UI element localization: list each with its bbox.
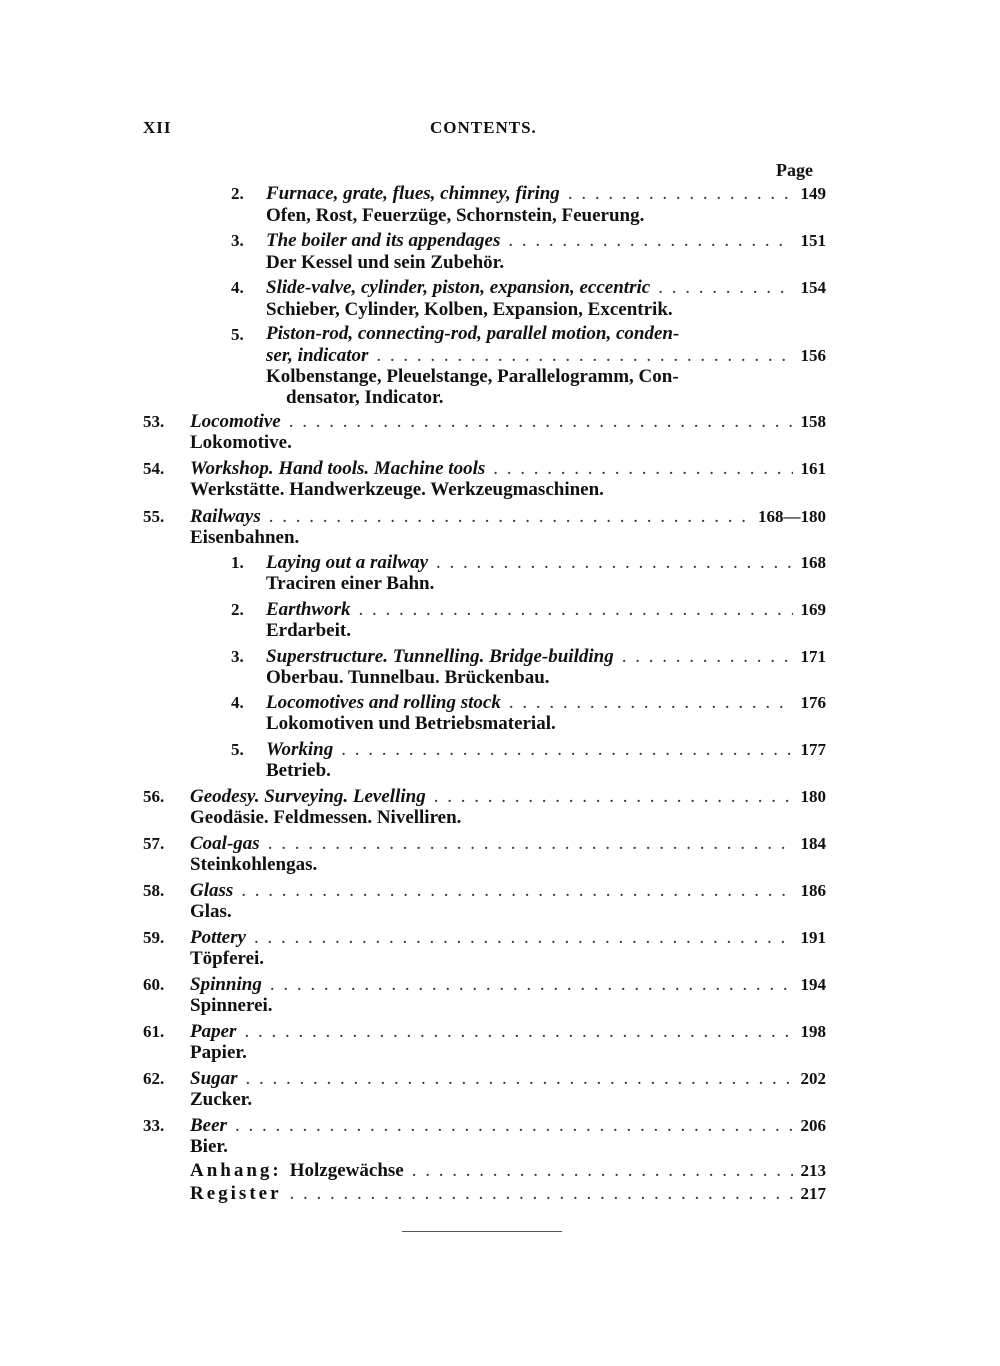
- entry-german: densator, Indicator.: [286, 387, 444, 408]
- entry-page: 154: [800, 278, 826, 297]
- toc-entry: [266, 692, 826, 714]
- toc-entry: [190, 1115, 826, 1137]
- leader-dots: [412, 1160, 793, 1182]
- entry-page: 194: [800, 975, 826, 994]
- toc-entry: [190, 1021, 826, 1043]
- entry-page: 191: [800, 928, 826, 947]
- leader-dots: [289, 411, 793, 433]
- entry-german: Der Kessel und sein Zubehör.: [266, 252, 505, 273]
- toc-entry: [190, 974, 826, 996]
- entry-german: Töpferei.: [190, 948, 265, 969]
- entry-number: 59.: [143, 928, 165, 947]
- entry-number: 62.: [143, 1069, 165, 1088]
- entry-title: Furnace, grate, flues, chimney, firing: [266, 183, 560, 204]
- toc-entry: [190, 786, 826, 808]
- toc-entry: [190, 506, 826, 528]
- toc-entry: [266, 646, 826, 668]
- entry-page: 169: [800, 600, 826, 619]
- leader-dots: [268, 833, 793, 855]
- toc-entry: [266, 739, 826, 761]
- entry-number: 4.: [231, 278, 244, 297]
- leader-dots: [290, 1183, 793, 1205]
- toc-entry: [190, 1068, 826, 1090]
- entry-title: Locomotive: [190, 411, 281, 432]
- entry-page: 184: [800, 834, 826, 853]
- entry-german: Betrieb.: [266, 760, 331, 781]
- entry-title: Railways: [190, 506, 261, 527]
- entry-title: Laying out a railway: [266, 552, 429, 573]
- entry-german: Schieber, Cylinder, Kolben, Expansion, Excentrik.: [266, 299, 673, 320]
- entry-number: 53.: [143, 412, 165, 431]
- leader-dots: [269, 506, 750, 528]
- entry-german: Erdarbeit.: [266, 620, 351, 641]
- page-number: XII: [143, 118, 172, 137]
- entry-title-continued: ser, indicator: [266, 345, 369, 366]
- entry-page: 168: [800, 553, 826, 572]
- toc-entry: [190, 927, 826, 949]
- entry-title: Sugar: [190, 1068, 238, 1089]
- page-title: CONTENTS.: [430, 118, 537, 137]
- toc-entry-register: [190, 1183, 826, 1205]
- entry-german: Steinkohlengas.: [190, 854, 318, 875]
- entry-page: 156: [800, 346, 826, 365]
- entry-german: Geodäsie. Feldmessen. Nivelliren.: [190, 807, 462, 828]
- entry-page: 213: [800, 1161, 826, 1180]
- entry-number: 33.: [143, 1116, 165, 1135]
- entry-title: Spinning: [190, 974, 262, 995]
- entry-number: 2.: [231, 600, 244, 619]
- entry-page: 151: [800, 231, 826, 250]
- leader-dots: [254, 927, 793, 949]
- entry-number: 5.: [231, 325, 244, 344]
- leader-dots: [376, 345, 792, 367]
- entry-number: 60.: [143, 975, 165, 994]
- entry-title: Paper: [190, 1021, 237, 1042]
- entry-german: Glas.: [190, 901, 232, 922]
- entry-title: The boiler and its appendages: [266, 230, 501, 251]
- page-column-label: Page: [776, 160, 813, 180]
- toc-entry: [190, 833, 826, 855]
- entry-title: Earthwork: [266, 599, 351, 620]
- entry-page: 198: [800, 1022, 826, 1041]
- entry-title: Locomotives and rolling stock: [266, 692, 501, 713]
- leader-dots: [341, 739, 792, 761]
- entry-title: Slide-valve, cylinder, piston, expansion, eccentric: [266, 277, 651, 298]
- entry-page: 176: [800, 693, 826, 712]
- toc-entry: [266, 277, 826, 299]
- entry-number: 2.: [231, 184, 244, 203]
- toc-entry: [266, 183, 826, 205]
- entry-german: Lokomotiven und Betriebsmaterial.: [266, 713, 556, 734]
- entry-page: 202: [800, 1069, 826, 1088]
- entry-number: 4.: [231, 693, 244, 712]
- entry-german: Kolbenstange, Pleuelstange, Parallelogramm, Con-: [266, 366, 679, 387]
- toc-entry: [266, 345, 826, 367]
- appendix-label: Anhang:: [190, 1160, 282, 1181]
- entry-german: Ofen, Rost, Feuerzüge, Schornstein, Feuerung.: [266, 205, 645, 226]
- entry-page: 171: [800, 647, 826, 666]
- entry-number: 54.: [143, 459, 165, 478]
- toc-entry: [190, 458, 826, 480]
- leader-dots: [568, 183, 793, 205]
- entry-number: 3.: [231, 647, 244, 666]
- leader-dots: [434, 786, 793, 808]
- entry-title: Piston-rod, connecting-rod, parallel motion, conden-: [266, 323, 680, 344]
- toc-entry: [190, 411, 826, 433]
- leader-dots: [270, 974, 793, 996]
- entry-number: 3.: [231, 231, 244, 250]
- entry-german: Lokomotive.: [190, 432, 292, 453]
- toc-entry: [266, 230, 826, 252]
- leader-dots: [493, 458, 792, 480]
- entry-german: Traciren einer Bahn.: [266, 573, 435, 594]
- entry-number: 55.: [143, 507, 165, 526]
- leader-dots: [622, 646, 793, 668]
- entry-page: 158: [800, 412, 826, 431]
- entry-number: 5.: [231, 740, 244, 759]
- entry-page: 168—180: [758, 507, 826, 526]
- entry-number: 58.: [143, 881, 165, 900]
- entry-german: Oberbau. Tunnelbau. Brückenbau.: [266, 667, 550, 688]
- entry-german: Spinnerei.: [190, 995, 273, 1016]
- entry-title: Glass: [190, 880, 234, 901]
- entry-number: 57.: [143, 834, 165, 853]
- entry-title: Beer: [190, 1115, 227, 1136]
- entry-title: Workshop. Hand tools. Machine tools: [190, 458, 486, 479]
- entry-page: 177: [800, 740, 826, 759]
- toc-entry: [266, 599, 826, 621]
- toc-entry: [266, 552, 826, 574]
- leader-dots: [436, 552, 792, 574]
- entry-number: 56.: [143, 787, 165, 806]
- entry-german: Werkstätte. Handwerkzeuge. Werkzeugmaschinen.: [190, 479, 604, 500]
- leader-dots: [241, 880, 792, 902]
- leader-dots: [246, 1068, 793, 1090]
- entry-title: Superstructure. Tunnelling. Bridge-building: [266, 646, 614, 667]
- entry-title: Pottery: [190, 927, 246, 948]
- leader-dots: [509, 692, 793, 714]
- leader-dots: [508, 230, 792, 252]
- leader-dots: [358, 599, 792, 621]
- entry-german: Zucker.: [190, 1089, 253, 1110]
- entry-page: 149: [800, 184, 826, 203]
- entry-german: Bier.: [190, 1136, 228, 1157]
- leader-dots: [235, 1115, 793, 1137]
- appendix-title: Holzgewächse: [289, 1160, 404, 1181]
- entry-page: 206: [800, 1116, 826, 1135]
- entry-title: Coal-gas: [190, 833, 260, 854]
- entry-german: Papier.: [190, 1042, 247, 1063]
- entry-number: 61.: [143, 1022, 165, 1041]
- leader-dots: [244, 1021, 792, 1043]
- entry-page: 161: [800, 459, 826, 478]
- entry-number: 1.: [231, 553, 244, 572]
- toc-entry-appendix: [190, 1160, 826, 1182]
- toc-entry: [190, 880, 826, 902]
- entry-title: Working: [266, 739, 334, 760]
- entry-page: 180: [800, 787, 826, 806]
- entry-page: 217: [800, 1184, 826, 1203]
- entry-page: 186: [800, 881, 826, 900]
- leader-dots: [658, 277, 792, 299]
- register-label: Register: [190, 1183, 282, 1204]
- entry-title: Geodesy. Surveying. Levelling: [190, 786, 426, 807]
- entry-german: Eisenbahnen.: [190, 527, 300, 548]
- closing-rule: [402, 1231, 562, 1232]
